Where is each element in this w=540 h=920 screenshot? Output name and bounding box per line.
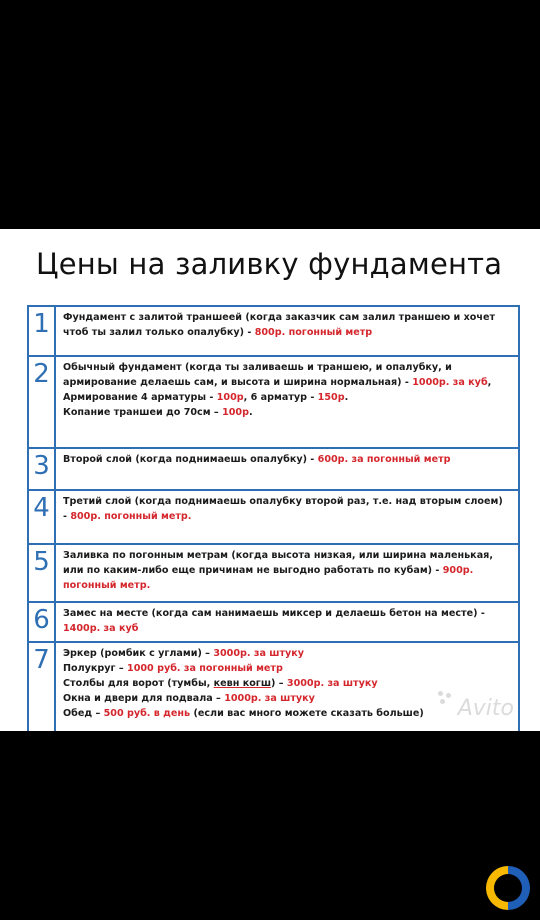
- table-row: [28, 306, 519, 356]
- price-text: 900р. погонный метр.: [63, 565, 474, 591]
- description-text: Замес на месте (когда сам нанимаешь миксер и делаешь бетон на месте) -: [63, 608, 485, 619]
- description-text: ,: [487, 377, 492, 388]
- row-description: [55, 544, 519, 602]
- description-text: Обед –: [63, 708, 104, 719]
- description-text: Третий слой (когда поднимаешь опалубку второй раз, т.е. над вторым слоем) -: [63, 496, 503, 522]
- description-block: [63, 494, 510, 524]
- description-text: Обычный фундамент (когда ты заливаешь и траншею, и опалубку, и армирование делаешь сам, и высота и ширина нормальная) -: [63, 362, 452, 388]
- description-text: Эркер (ромбик с углами) –: [63, 648, 214, 659]
- table-row: [28, 642, 519, 731]
- price-text: 800р. погонный метр.: [70, 511, 192, 522]
- table-row: [28, 356, 519, 448]
- price-text: 1400р. за куб: [63, 623, 139, 634]
- price-card: [0, 229, 540, 731]
- row-number: 2: [28, 356, 55, 448]
- description-text: Заливка по погонным метрам (когда высота низкая, или ширина маленькая, или по каким-либо еще причинам не выгодно работать по кубам) -: [63, 550, 493, 576]
- page-title: Цены на заливку фундамента: [36, 247, 503, 281]
- description-line: [63, 390, 510, 405]
- description-block: [63, 310, 510, 340]
- description-text: Второй слой (когда поднимаешь опалубку) -: [63, 454, 318, 465]
- description-text: Окна и двери для подвала –: [63, 693, 225, 704]
- description-text: ) –: [271, 678, 287, 689]
- row-number: 1: [28, 306, 55, 356]
- underlined-text: кевн когш: [213, 678, 272, 689]
- description-line: [63, 646, 510, 661]
- description-text: (если вас много можете сказать больше): [190, 708, 424, 719]
- table-row: [28, 602, 519, 642]
- price-text: 100р: [222, 407, 249, 418]
- description-text: , 6 арматур -: [243, 392, 318, 403]
- description-line: [63, 661, 510, 676]
- description-text: Армирование 4 арматуры -: [63, 392, 217, 403]
- description-line: [63, 676, 510, 691]
- description-block: [63, 548, 510, 593]
- description-line: [63, 706, 510, 721]
- price-text: 600р. за погонный метр: [317, 454, 451, 465]
- table-row: [28, 448, 519, 490]
- price-text: 1000 руб. за погонный метр: [127, 663, 283, 674]
- price-text: 800р. погонный метр: [254, 327, 373, 338]
- row-description: [55, 490, 519, 544]
- price-text: 1000р. за штуку: [224, 693, 315, 704]
- avito-watermark: Avito: [457, 696, 514, 721]
- description-text: .: [344, 392, 349, 403]
- price-text: 3000р. за штуку: [286, 678, 378, 689]
- description-block: [63, 452, 510, 467]
- price-text: 100р: [216, 392, 244, 403]
- row-number: 5: [28, 544, 55, 602]
- description-text: Фундамент с залитой траншеей (когда заказчик сам залил траншею и хочет чтоб ты залил только опалубку) -: [63, 312, 496, 338]
- row-description: [55, 448, 519, 490]
- description-line: [63, 405, 510, 420]
- row-description: [55, 306, 519, 356]
- description-text: .: [248, 407, 253, 418]
- description-text: Полукруг –: [63, 663, 128, 674]
- price-text: 500 руб. в день: [103, 708, 191, 719]
- description-block: [63, 606, 510, 636]
- table-row: [28, 544, 519, 602]
- row-description: [55, 602, 519, 642]
- price-table: [27, 305, 520, 731]
- description-text: Копание траншеи до 70см –: [63, 407, 223, 418]
- price-text: 150р: [317, 392, 345, 403]
- table-row: [28, 490, 519, 544]
- row-number: 6: [28, 602, 55, 642]
- row-number: 3: [28, 448, 55, 490]
- price-text: 3000р. за штуку: [213, 648, 305, 659]
- row-number: 4: [28, 490, 55, 544]
- row-description: [55, 356, 519, 448]
- price-text: 1000р. за куб: [412, 377, 488, 388]
- description-text: Столбы для ворот (тумбы,: [63, 678, 214, 689]
- description-block: [63, 360, 510, 390]
- row-description: [55, 642, 519, 731]
- avito-dots-icon: [438, 691, 452, 705]
- round-logo-icon: [484, 862, 532, 914]
- row-number: 7: [28, 642, 55, 731]
